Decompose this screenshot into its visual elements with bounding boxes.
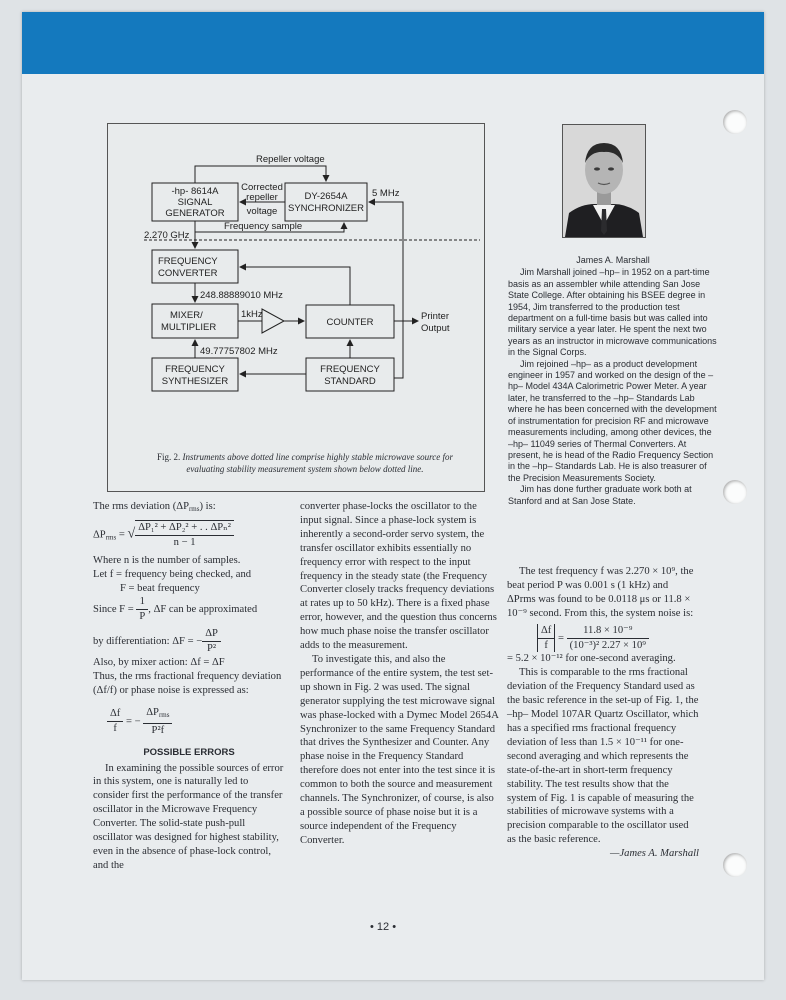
author-signature: —James A. Marshall [610,848,699,860]
standard-label-1: FREQUENCY [320,364,380,375]
middle-paragraph-2: To investigate this, and also the performance of the entire system, the test set-up shown in Fig. 2 was used. The signal generator supplying the test microwave signal was phase-locked with a Dymec Model 2654A Synchronizer to the same Frequency Standard that drives the Synthesizer and Counter. Any phase noise in the Frequency Standard therefore does not enter into the test since it is common to both the source and measurement channels. The Synchronizer, of course, is also a possible source of phase noise but it is a source independent of the Frequency Converter. [300,653,499,846]
left-column [93,500,285,873]
standard-label-2: STANDARD [324,376,376,387]
repeller-voltage-label: Repeller voltage [256,154,325,165]
signal-generator-label-3: GENERATOR [165,208,225,219]
khz-label: 1kHz [241,309,263,320]
figure-caption [150,452,460,475]
fractional-equation: $\frac{\Delta f}{f}$ = − $\frac{\Delta P_{rms}}{\text{P²f}}$ [107,706,285,738]
thus-paragraph: Thus, the rms fractional frequency deviation (Δf/f) or phase noise is expressed as: [93,670,282,696]
rms-equation: $\Delta P_{rms}$ = √ $\frac{\text{ΔP₁² + ΔP₂² + . . ΔPₙ²}}{n - 1}$ [93,520,285,550]
mhz-label-1: 248.88889010 MHz [200,290,283,301]
converter-label-1: FREQUENCY [158,256,218,267]
binder-hole-middle [723,480,747,504]
amplifier-symbol [262,309,284,333]
figure-label: Fig. 2. [156,452,181,462]
differentiation-line: by differentiation: ΔF = − $\frac{\Delta P}{\text{P²}}$ [93,627,285,656]
corrected-label-2: repeller [246,192,278,203]
page-number: • 12 • [370,921,397,933]
synthesizer-label-2: SYNTHESIZER [161,376,229,387]
printer-label-2: Output [421,323,450,334]
right-column [507,565,699,861]
converter-label-2: CONVERTER [158,268,218,279]
five-mhz-label: 5 MHz [372,188,400,199]
middle-paragraph-1: converter phase-locks the oscillator to the input signal. Since a phase-lock system is inherently a second-order servo system, the transfer oscillator exhibits essentially no frequency error with respect to the input frequency in the steady state (the Frequency Converter closely tracks frequency deviations at rates up to 50 kHz). There is a fixed phase error, however, and the question thus concerns how much phase noise the transfer oscillator adds to the measurement. [300,501,497,652]
right-paragraph-2: This is comparable to the rms fractional deviation of the Frequency Standard used as the basic reference in the set-up of Fig. 1, the –hp– Model 107AR Quartz Oscillator, which has a specified rms fractional frequency deviation of less than 1.5 × 10⁻¹¹ for one-second averaging and which represents the state-of-the-art in short-term frequency stability. The test results show that the system of Fig. 1 is capable of measuring the stabilities of microwave systems with a precision comparable to the oscillator used as the basic reference. [507,667,699,846]
corrected-label-3: voltage [246,206,278,217]
synthesizer-label-1: FREQUENCY [165,364,225,375]
mixer-label-1: MIXER/ [170,310,203,321]
let-line-2: F = beat frequency [120,582,200,594]
author-portrait [562,124,646,238]
middle-column [300,500,500,848]
bio-paragraph-1: Jim Marshall joined –hp– in 1952 on a part-time basis as an assembler while attending San Jose State College. After obtaining his BSEE degree in 1954, Jim transferred to the production test department on a full-time basis but was called into military service a year later. He spent the next two years as an instructor in microwave communications in the Signal Corps. [508,267,717,358]
signal-generator-label-2: SIGNAL [177,197,213,208]
right-paragraph-1: The test frequency f was 2.270 × 10⁹, the beat period P was 0.001 s (1 kHz) and ΔPrms was found to be 0.0118 μs or 11.8 × 10⁻⁹ second. From this, the system noise is: [507,566,694,619]
bio-paragraph-3: Jim has done further graduate work both at Stanford and at San Jose State. [508,484,692,506]
rms-intro: The rms deviation $(\Delta P_{rms})$ is: [93,501,216,513]
system-noise-equation: $\frac{\Delta f}{f}$ = $\frac{\text{11.8 × 10⁻⁹}}{\text{(10⁻³)² 2.27 × 10⁹}}$ [537,624,699,653]
system-noise-result: = 5.2 × 10⁻¹² for one-second averaging. [507,653,676,665]
figure-caption-text: Instruments above dotted line comprise highly stable microwave source for evaluating stability measurement system shown below dotted line. [182,452,454,474]
mixer-action-line: Also, by mixer action: Δf = ΔF [93,657,225,669]
binder-hole-top [723,110,747,134]
bio-paragraph-2: Jim rejoined –hp– as a product development engineer in 1957 and worked on the design of the –hp– Model 434A Calorimetric Power Meter. A year later, he transferred to the –hp– Standards Lab where he has been concerned with the development of instrumentation for precision RF and microwave measurements including, among other devices, the –hp– 11049 series of Thermal Converters. At present, he is head of the Radio Frequency Section in the –hp– Standards Lab. He is also treasurer of the Precision Measurements Society. [508,358,717,483]
synchronizer-box [285,183,367,221]
author-name: James A. Marshall [576,255,650,265]
figure-2-block-diagram [107,123,485,492]
binder-hole-bottom [723,853,747,877]
mixer-label-2: MULTIPLIER [161,322,217,333]
since-line: Since F = $\frac{1}{P}$ , ΔF can be approximated [93,596,258,623]
blue-header-band [22,12,764,74]
author-bio [508,255,718,507]
possible-errors-heading: POSSIBLE ERRORS [143,746,235,758]
corrected-label-1: Corrected [241,182,283,193]
where-line: Where n is the number of samples. [93,554,241,566]
block-diagram-svg [108,124,484,491]
counter-label: COUNTER [326,317,374,328]
synchronizer-label-2: SYNCHRONIZER [287,203,365,214]
printer-label-1: Printer [421,311,449,322]
synchronizer-label-1: DY-2654A [304,191,348,202]
errors-paragraph: In examining the possible sources of error in this system, one is naturally led to consider first the performance of the transfer oscillator in the Microwave Frequency Converter. The solid-state push-pull oscillator was designed for highest stability, even in the absence of phase-lock control, and the [93,762,284,871]
frequency-sample-label: Frequency sample [224,221,303,232]
signal-generator-label-1: -hp- 8614A [171,186,219,197]
mhz-label-2: 49.77757802 MHz [200,346,278,357]
ghz-label: 2.270 GHz [144,230,190,241]
let-line-1: Let f = frequency being checked, and [93,568,252,580]
